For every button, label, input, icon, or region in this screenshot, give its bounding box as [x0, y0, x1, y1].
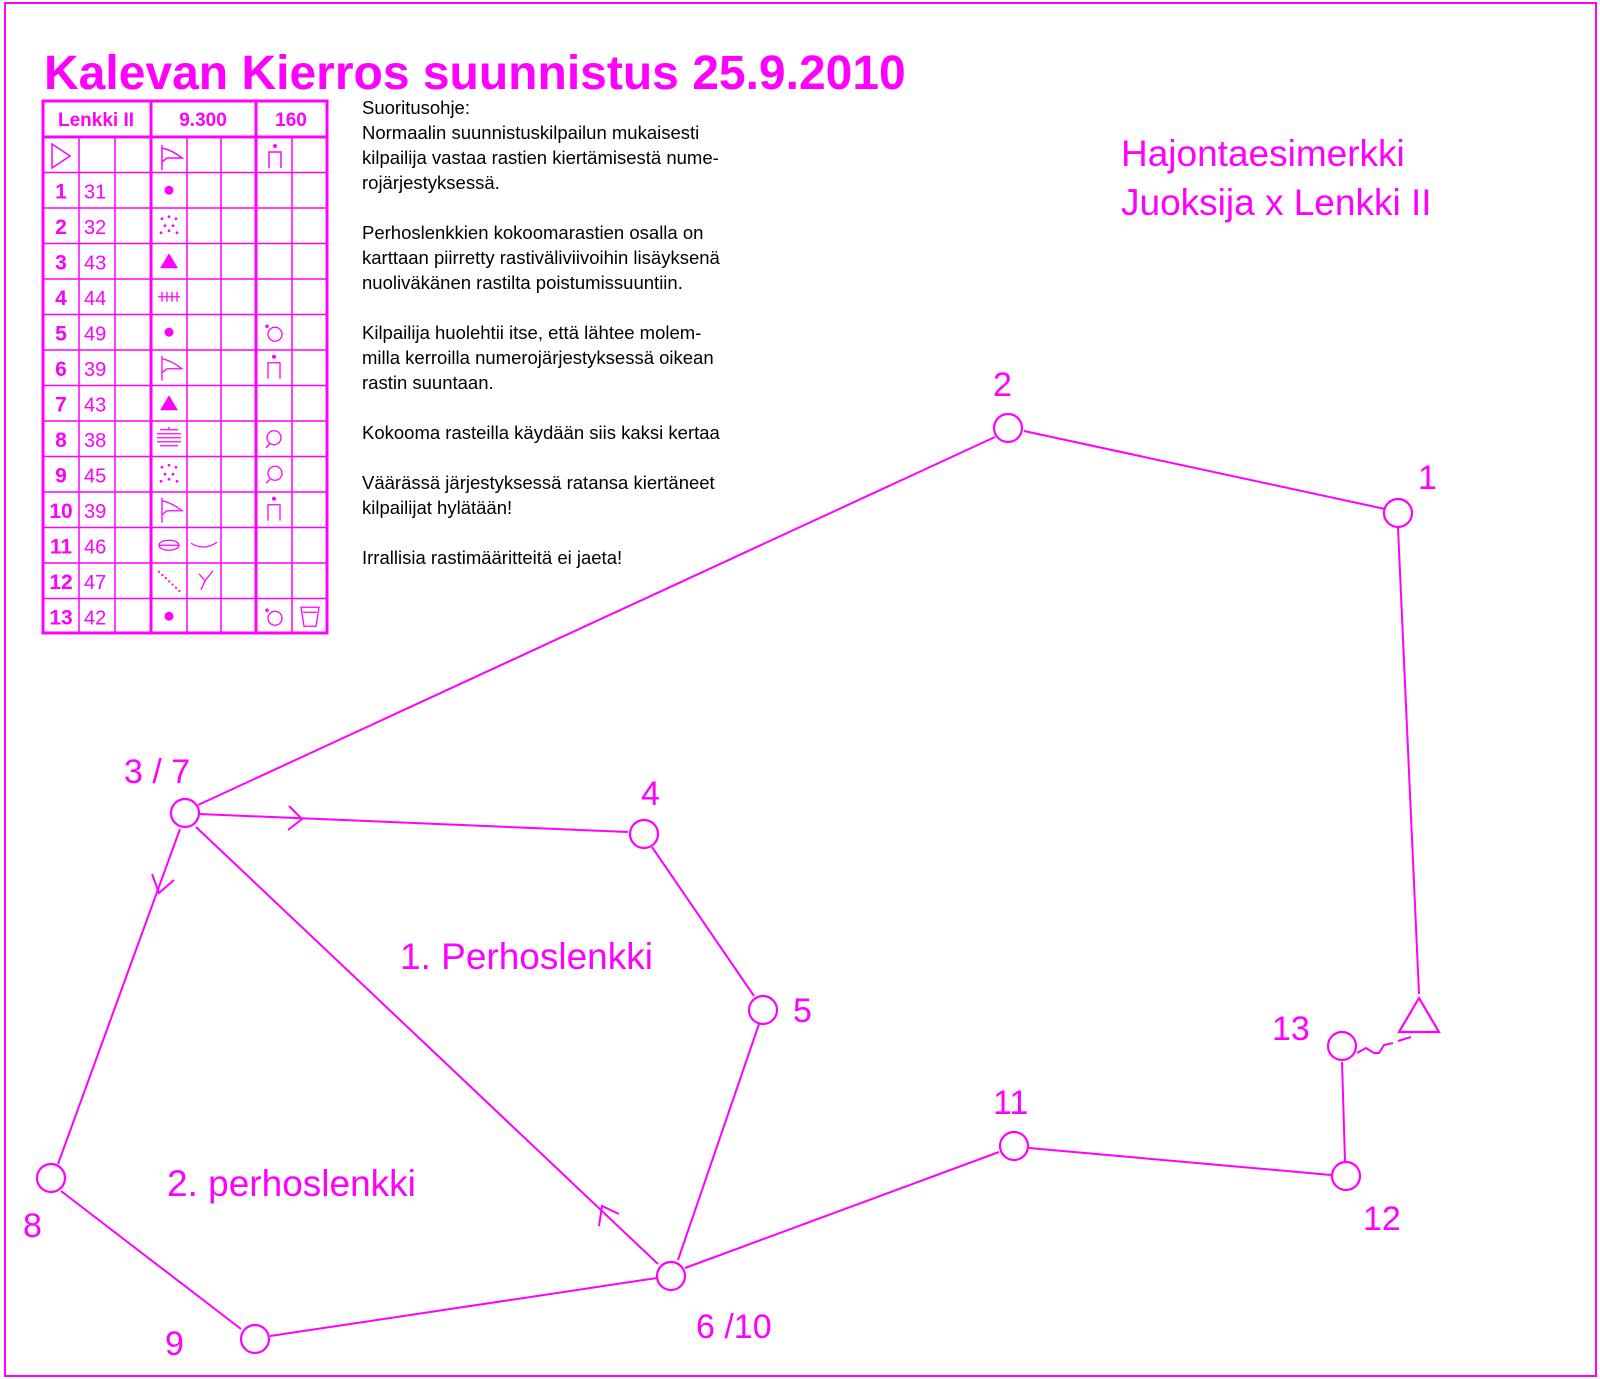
control-code: 47 [84, 571, 107, 594]
dotted-line-icon [158, 571, 181, 592]
control-number: 2 [55, 215, 67, 239]
table-row [55, 322, 282, 345]
loop-icon [266, 466, 282, 483]
table-row [55, 287, 180, 310]
control-circle-1 [1384, 499, 1412, 527]
control-label-1: 1 [1418, 459, 1437, 497]
person-icon [268, 355, 280, 379]
control-circle-9 [241, 1325, 269, 1353]
control-circles [37, 414, 1412, 1353]
leg-3-4 [199, 814, 628, 832]
dot-icon [165, 186, 174, 195]
instruction-line: Suoritusohje: [362, 97, 470, 118]
control-circle-2 [994, 414, 1022, 442]
control-circle-11 [1000, 1132, 1028, 1160]
leg-5-6 [678, 1024, 759, 1260]
leg-9-10 [270, 1278, 657, 1336]
control-label-12: 12 [1363, 1200, 1401, 1238]
table-row [55, 355, 280, 381]
table-row [49, 571, 213, 594]
table-row [55, 251, 178, 274]
ellipse-icon [159, 540, 179, 550]
control-code: 43 [84, 252, 107, 275]
leg-4-5 [652, 847, 754, 996]
control-circle-6-10 [657, 1262, 685, 1290]
control-circle-4 [630, 820, 658, 848]
course-climb: 160 [275, 110, 307, 131]
control-label-6-10: 6 /10 [696, 1308, 772, 1346]
table-row [55, 464, 282, 487]
instruction-line: Perhoslenkkien kokoomarastien osalla on [362, 222, 704, 243]
control-circle-5 [749, 996, 777, 1024]
control-number: 13 [49, 606, 73, 630]
instruction-line: Kilpailija huolehtii itse, että lähtee molem- [362, 322, 702, 343]
control-label-2: 2 [993, 366, 1012, 404]
control-number: 9 [55, 464, 67, 488]
control-code: 31 [84, 181, 107, 204]
flag-icon [162, 498, 182, 523]
arc-icon [191, 542, 217, 547]
leg-start-1 [1398, 528, 1419, 994]
instruction-line: Kokooma rasteilla käydään siis kaksi kertaa [362, 422, 720, 443]
leg-1-2 [1024, 431, 1385, 509]
leg-13-finish [1357, 1037, 1411, 1053]
course-name: Lenkki II [57, 110, 135, 131]
instruction-line: Irrallisia rastimääritteitä ei jaeta! [362, 547, 623, 568]
control-number: 6 [55, 357, 67, 381]
example-title-line2: Juoksija x Lenkki II [1121, 182, 1432, 223]
control-circle-12 [1332, 1162, 1360, 1190]
leg-12-13 [1342, 1062, 1345, 1161]
table-row [50, 535, 217, 558]
instruction-line: milla kerroilla numerojärjestyksessä oikean [362, 347, 714, 368]
control-label-8: 8 [23, 1207, 42, 1245]
control-number: 1 [55, 180, 67, 204]
control-circle-8 [37, 1164, 65, 1192]
stony-ground-icon [160, 215, 179, 234]
flag-icon [162, 356, 182, 381]
knoll-triangle-icon [160, 253, 178, 268]
person-icon [269, 144, 281, 168]
leg-11-12 [1029, 1148, 1331, 1175]
table-row [55, 215, 178, 238]
control-code: 49 [84, 323, 107, 346]
course-length: 9.300 [179, 110, 227, 131]
instructions-block [362, 97, 721, 568]
flag-icon [162, 145, 182, 170]
control-code: 44 [84, 287, 107, 310]
control-code: 39 [84, 500, 107, 523]
person-icon [268, 497, 280, 521]
leg-10-11 [685, 1152, 999, 1268]
dot-icon [165, 612, 174, 621]
cup-icon [301, 607, 319, 626]
dot-icon [165, 328, 174, 337]
control-number: 4 [55, 286, 67, 310]
control-code: 42 [84, 607, 107, 630]
table-row [49, 497, 280, 523]
stony-ground-icon [160, 464, 179, 483]
control-number: 11 [49, 535, 73, 559]
control-label-13: 13 [1272, 1010, 1310, 1048]
fence-icon [158, 292, 180, 302]
control-code: 38 [84, 429, 107, 452]
table-row [55, 427, 281, 452]
table-row [55, 393, 178, 416]
control-code: 39 [84, 358, 107, 381]
control-circle-3-7 [171, 799, 199, 827]
leg-7-8 [58, 829, 180, 1164]
control-label-3-7: 3 / 7 [124, 753, 191, 791]
control-number: 3 [55, 251, 67, 275]
ring-icon [265, 608, 282, 625]
example-title-line1: Hajontaesimerkki [1121, 133, 1405, 174]
event-title: Kalevan Kierros suunnistus 25.9.2010 [44, 47, 906, 100]
control-code: 43 [84, 394, 107, 417]
control-label-5: 5 [793, 992, 812, 1030]
control-label-4: 4 [641, 775, 660, 813]
course [23, 366, 1439, 1363]
control-circle-13 [1328, 1032, 1356, 1060]
control-label-11: 11 [993, 1084, 1029, 1122]
table-row [49, 606, 319, 629]
instruction-line: nuoliväkänen rastilta poistumissuuntiin. [362, 272, 683, 293]
instruction-line: kilpailijat hylätään! [362, 497, 513, 518]
control-number: 10 [49, 499, 73, 523]
control-label-9: 9 [165, 1325, 184, 1363]
instruction-line: rojärjestyksessä. [362, 172, 500, 193]
control-description-table [43, 101, 327, 633]
instruction-line: kilpailija vastaa rastien kiertämisestä nume- [362, 147, 719, 168]
control-number: 5 [55, 322, 67, 346]
control-code: 32 [84, 216, 107, 239]
start-triangle-icon [52, 144, 70, 168]
instruction-line: rastin suuntaan. [362, 372, 494, 393]
loop-icon [266, 431, 281, 448]
instruction-line: karttaan piirretty rastiväliviivoihin lisäyksenä [362, 247, 720, 268]
start-triangle-icon [1399, 998, 1439, 1032]
loop-label-2: 2. perhoslenkki [167, 1163, 416, 1204]
control-code: 45 [84, 465, 107, 488]
junction-icon [199, 571, 213, 590]
control-code: 46 [84, 536, 107, 559]
leg-8-9 [61, 1191, 241, 1329]
loop-label-1: 1. Perhoslenkki [400, 936, 653, 977]
instruction-line: Väärässä järjestyksessä ratansa kiertäneet [362, 472, 715, 493]
marsh-lines-icon [157, 427, 181, 446]
control-number: 12 [49, 570, 73, 594]
instruction-line: Normaalin suunnistuskilpailun mukaisesti [362, 122, 700, 143]
knoll-triangle-icon [160, 395, 178, 410]
table-rows [49, 180, 319, 629]
control-number: 8 [55, 428, 67, 452]
control-number: 7 [55, 393, 67, 417]
ring-icon [265, 324, 282, 341]
